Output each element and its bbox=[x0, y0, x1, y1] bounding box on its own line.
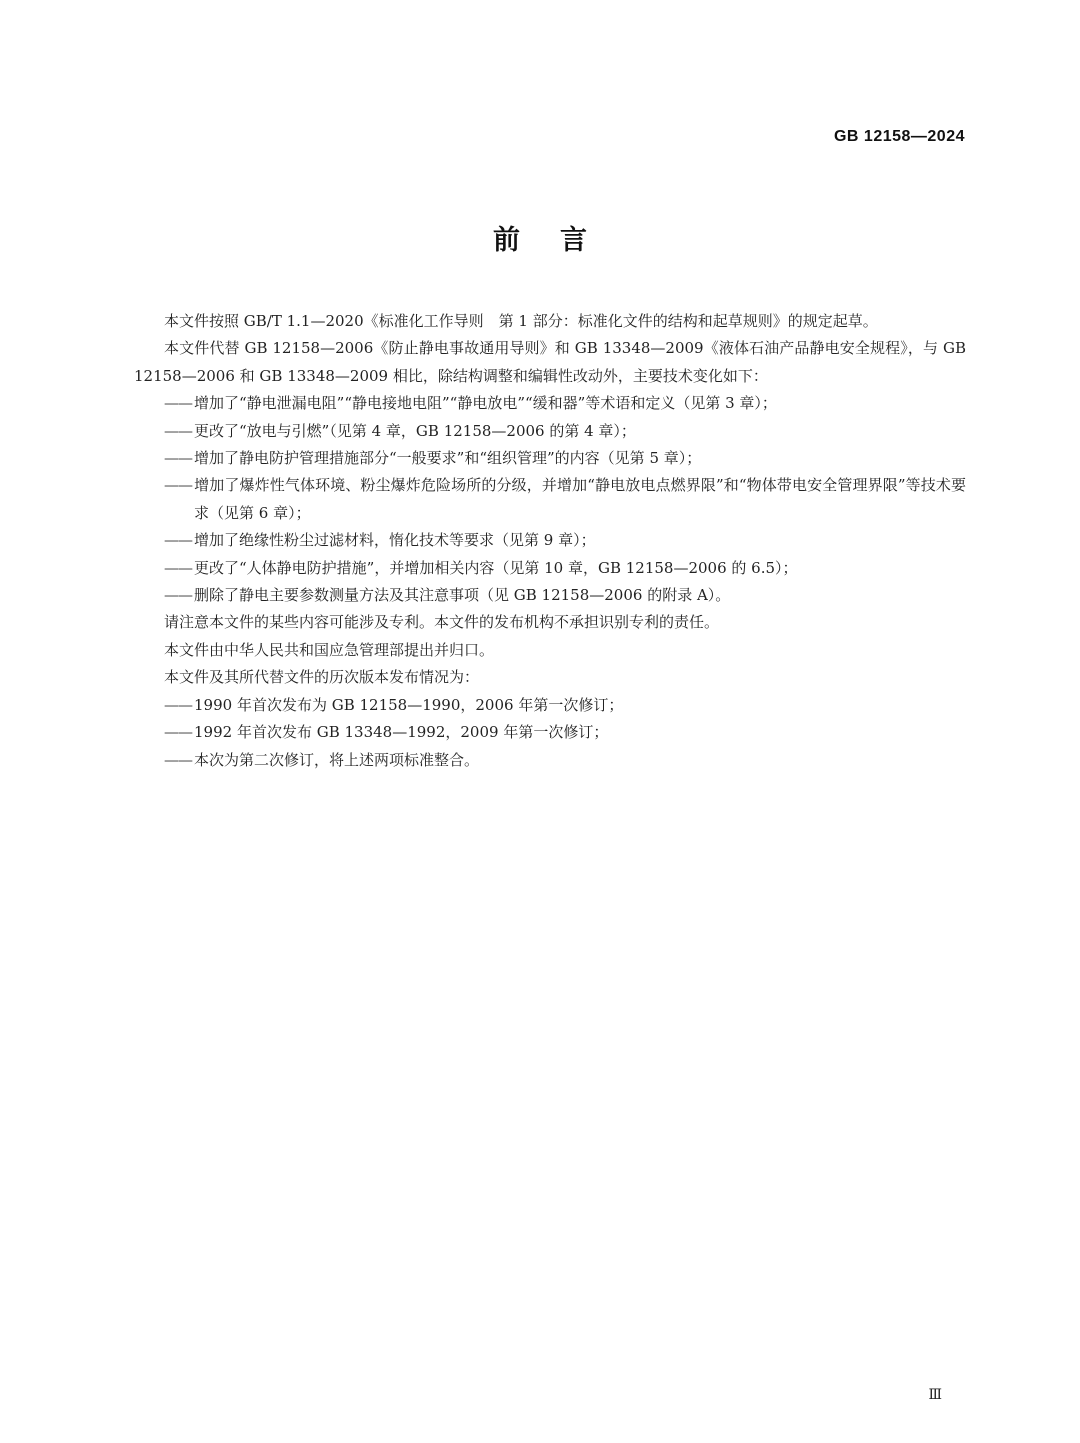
change-item bbox=[134, 390, 966, 417]
dash-glyph: —— bbox=[164, 421, 192, 440]
change-item-text: 更改了“放电与引燃”（见第 4 章，GB 12158—2006 的第 4 章）； bbox=[194, 421, 636, 440]
dash-glyph: —— bbox=[164, 695, 192, 714]
change-item bbox=[134, 472, 966, 527]
dash-glyph: —— bbox=[164, 394, 192, 413]
change-item bbox=[134, 418, 966, 445]
change-item-text: 更改了“人体静电防护措施”，并增加相关内容（见第 10 章，GB 12158—2006 的 6.5）； bbox=[194, 558, 798, 577]
dash-glyph: —— bbox=[164, 723, 192, 742]
dash-glyph: —— bbox=[164, 750, 192, 769]
history-item bbox=[134, 692, 966, 719]
history-item-text: 本次为第二次修订，将上述两项标准整合。 bbox=[194, 750, 480, 769]
change-item bbox=[134, 555, 966, 582]
dash-glyph: —— bbox=[164, 449, 192, 468]
page-title: 前言 bbox=[493, 225, 627, 256]
change-item-text: 增加了绝缘性粉尘过滤材料，惰化技术等要求（见第 9 章）； bbox=[194, 531, 596, 550]
change-item bbox=[134, 527, 966, 554]
history-item bbox=[134, 719, 966, 746]
change-item bbox=[134, 445, 966, 472]
paragraph-drafting-basis: 本文件按照 GB/T 1.1—2020《标准化工作导则 第 1 部分：标准化文件的结构和起草规则》的规定起草。 bbox=[164, 312, 878, 330]
change-item-text: 增加了“静电泄漏电阻”“静电接地电阻”“静电放电”“缓和器”等术语和定义（见第 3 章）； bbox=[194, 394, 777, 413]
history-item-text: 1990 年首次发布为 GB 12158—1990，2006 年第一次修订； bbox=[194, 695, 624, 714]
paragraph-proposer: 本文件由中华人民共和国应急管理部提出并归口。 bbox=[164, 640, 495, 659]
dash-glyph: —— bbox=[164, 558, 192, 577]
document-code: GB 12158—2024 bbox=[833, 128, 965, 145]
change-item-text: 增加了静电防护管理措施部分“一般要求”和“组织管理”的内容（见第 5 章）； bbox=[194, 449, 702, 468]
dash-glyph: —— bbox=[164, 531, 192, 550]
change-item-text: 删除了静电主要参数测量方法及其注意事项（见 GB 12158—2006 的附录 A）。 bbox=[194, 586, 731, 605]
change-item bbox=[134, 582, 966, 609]
dash-glyph: —— bbox=[164, 476, 192, 495]
paragraph-patent-notice: 请注意本文件的某些内容可能涉及专利。本文件的发布机构不承担识别专利的责任。 bbox=[164, 613, 720, 632]
dash-glyph: —— bbox=[164, 586, 192, 605]
paragraph-replacement: 本文件代替 GB 12158—2006《防止静电事故通用导则》和 GB 13348—2009《液体石油产品静电安全规程》，与 GB 12158—2006 和 GB 13348—2009 相比，除结构调整和编辑性改动外，主要技术变化如下： bbox=[134, 339, 966, 385]
paragraph-history-intro: 本文件及其所代替文件的历次版本发布情况为： bbox=[164, 668, 480, 687]
page-number: Ⅲ bbox=[928, 1387, 942, 1403]
change-item-text: 增加了爆炸性气体环境、粉尘爆炸危险场所的分级，并增加“静电放电点燃界限”和“物体带电安全管理界限”等技术要求（见第 6 章）； bbox=[194, 476, 966, 522]
history-item-text: 1992 年首次发布 GB 13348—1992，2009 年第一次修订； bbox=[194, 723, 609, 742]
preface-body bbox=[134, 308, 966, 774]
history-item bbox=[134, 747, 966, 774]
